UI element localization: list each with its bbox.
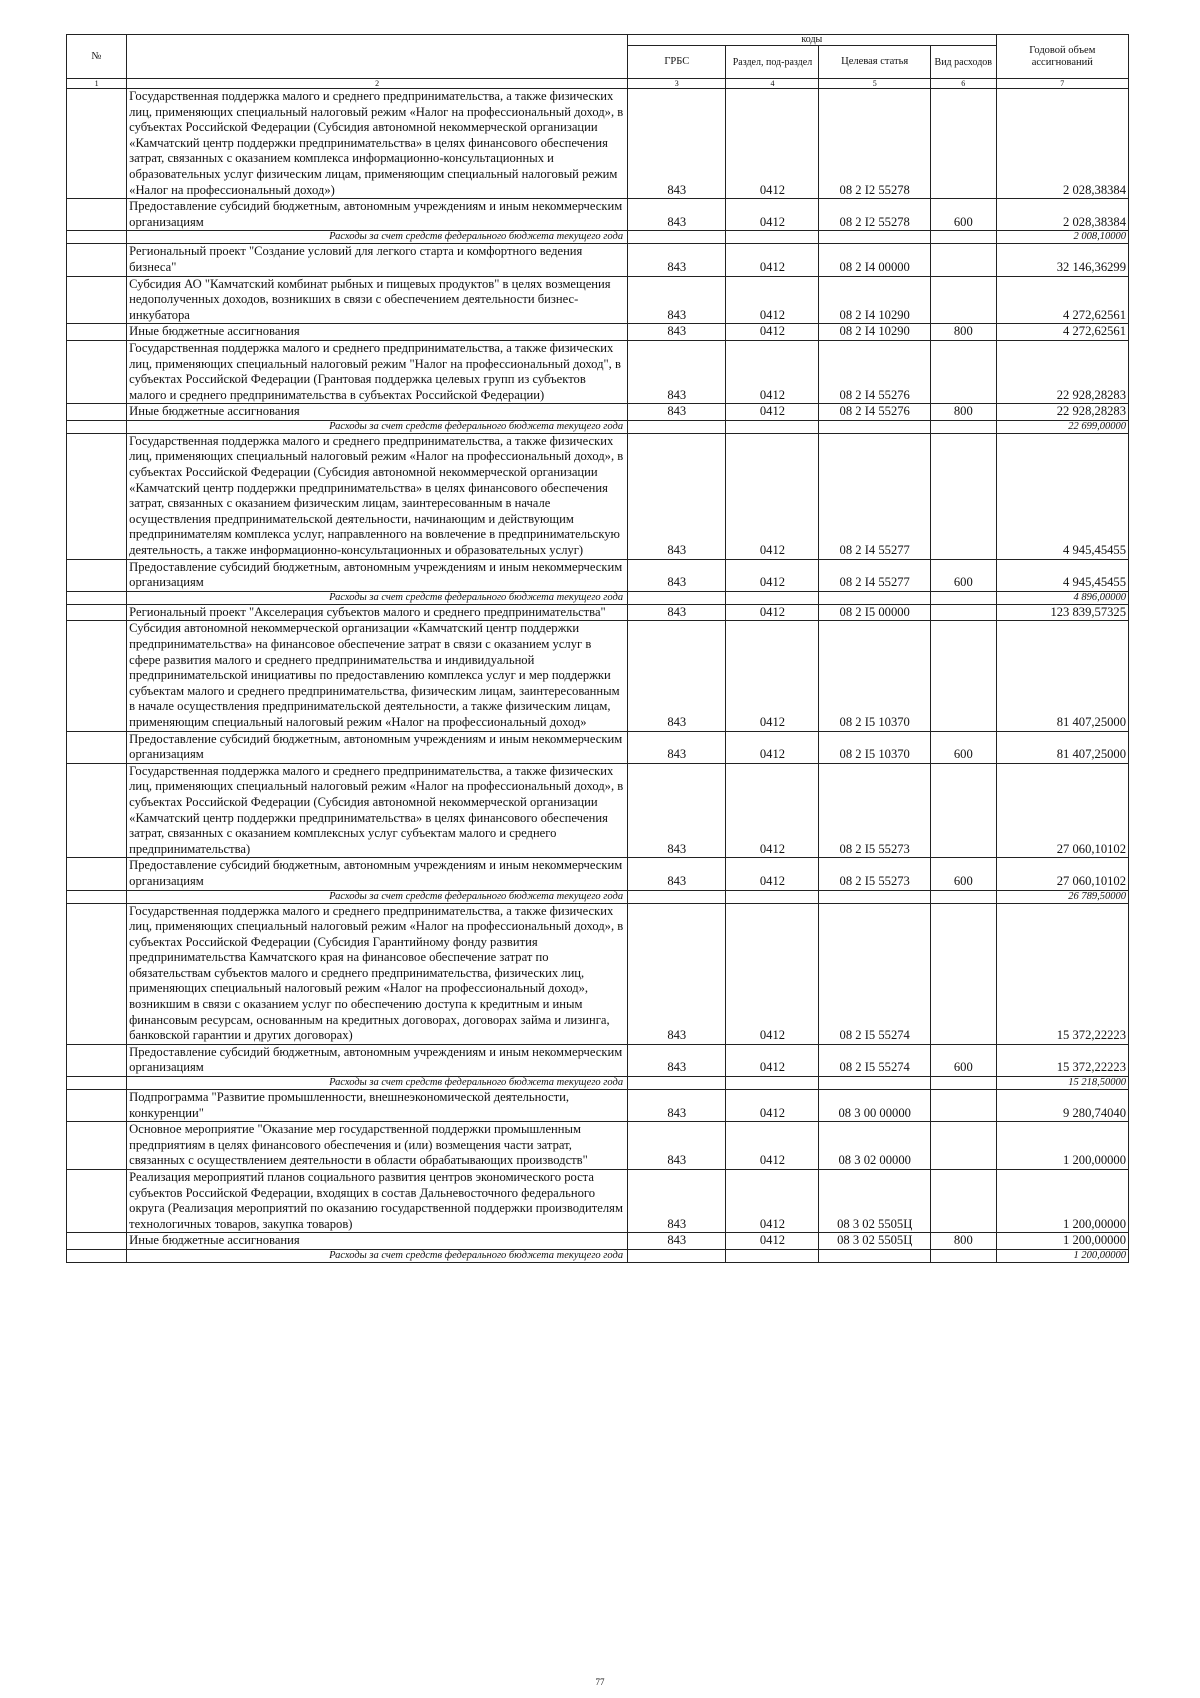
cell-target-item: 08 2 I2 55278: [819, 199, 931, 231]
cell-target-item: 08 2 I4 10290: [819, 276, 931, 324]
cell-section: 0412: [726, 731, 819, 763]
cell-section: [726, 1249, 819, 1262]
cell-section: [726, 890, 819, 903]
cell-amount: 81 407,25000: [996, 621, 1128, 731]
cell-grbs: 843: [628, 404, 726, 421]
cell-expense-type: [930, 340, 996, 403]
cell-expense-type: [930, 763, 996, 858]
cell-grbs: 843: [628, 1170, 726, 1233]
table-body: [67, 89, 1129, 1263]
cell-num: [67, 244, 127, 276]
col-number: 7: [996, 79, 1128, 89]
table-row: [67, 1122, 1129, 1170]
cell-target-item: 08 2 I4 55276: [819, 340, 931, 403]
federal-budget-row: [67, 890, 1129, 903]
cell-grbs: 843: [628, 324, 726, 341]
cell-expense-type: [930, 276, 996, 324]
cell-expense-type: [930, 433, 996, 559]
cell-grbs: 843: [628, 340, 726, 403]
cell-target-item: 08 2 I5 10370: [819, 621, 931, 731]
cell-grbs: 843: [628, 433, 726, 559]
cell-expense-type: [930, 244, 996, 276]
column-number-row: [67, 79, 1129, 89]
cell-expense-type: 600: [930, 731, 996, 763]
cell-section: [726, 420, 819, 433]
cell-target-item: 08 2 I5 55273: [819, 858, 931, 890]
cell-num: [67, 433, 127, 559]
table-row: [67, 199, 1129, 231]
cell-amount: 9 280,74040: [996, 1090, 1128, 1122]
cell-name: Расходы за счет средств федерального бюджета текущего года: [127, 1249, 628, 1262]
cell-target-item: 08 3 02 00000: [819, 1122, 931, 1170]
cell-name: Предоставление субсидий бюджетным, автономным учреждениям и иным некоммерческим организациям: [127, 731, 628, 763]
table-row: [67, 1044, 1129, 1076]
cell-section: 0412: [726, 89, 819, 199]
cell-name: Государственная поддержка малого и среднего предпринимательства, а также физических лиц, применяющих специальный налоговый режим "Налог на профессиональный доход", в субъектах Российской Федерации (Грантовая поддержка целевых групп из субъектов малого и среднего предпринимательства в субъектах Российской Федерации): [127, 340, 628, 403]
table-row: [67, 340, 1129, 403]
table-row: [67, 89, 1129, 199]
cell-grbs: 843: [628, 276, 726, 324]
cell-expense-type: [930, 1122, 996, 1170]
cell-target-item: 08 2 I5 00000: [819, 604, 931, 621]
cell-expense-type: [930, 890, 996, 903]
cell-target-item: [819, 1077, 931, 1090]
federal-budget-row: [67, 420, 1129, 433]
cell-amount: 1 200,00000: [996, 1233, 1128, 1250]
cell-amount: 4 945,45455: [996, 433, 1128, 559]
cell-expense-type: [930, 604, 996, 621]
table-row: [67, 621, 1129, 731]
cell-amount: 2 028,38384: [996, 89, 1128, 199]
header-annual-volume: Годовой объем ассигнований: [996, 35, 1128, 79]
cell-grbs: 843: [628, 1233, 726, 1250]
federal-budget-row: [67, 1077, 1129, 1090]
cell-target-item: 08 2 I4 10290: [819, 324, 931, 341]
cell-num: [67, 276, 127, 324]
cell-expense-type: [930, 903, 996, 1044]
cell-grbs: 843: [628, 559, 726, 591]
cell-target-item: 08 2 I5 10370: [819, 731, 931, 763]
table-row: [67, 433, 1129, 559]
cell-section: 0412: [726, 324, 819, 341]
cell-grbs: [628, 591, 726, 604]
cell-target-item: 08 3 00 00000: [819, 1090, 931, 1122]
cell-target-item: 08 3 02 5505Ц: [819, 1233, 931, 1250]
cell-section: [726, 591, 819, 604]
cell-name: Предоставление субсидий бюджетным, автономным учреждениям и иным некоммерческим организациям: [127, 858, 628, 890]
cell-num: [67, 404, 127, 421]
cell-name: Расходы за счет средств федерального бюджета текущего года: [127, 231, 628, 244]
cell-section: 0412: [726, 1170, 819, 1233]
cell-num: [67, 1090, 127, 1122]
cell-section: 0412: [726, 903, 819, 1044]
cell-grbs: 843: [628, 763, 726, 858]
cell-grbs: 843: [628, 621, 726, 731]
cell-grbs: 843: [628, 1044, 726, 1076]
header-name: [127, 35, 628, 79]
federal-budget-row: [67, 231, 1129, 244]
header-section: Раздел, под-раздел: [726, 46, 819, 79]
cell-grbs: [628, 231, 726, 244]
table-row: [67, 1233, 1129, 1250]
cell-grbs: [628, 420, 726, 433]
cell-num: [67, 731, 127, 763]
cell-num: [67, 199, 127, 231]
cell-name: Предоставление субсидий бюджетным, автономным учреждениям и иным некоммерческим организациям: [127, 199, 628, 231]
cell-target-item: 08 2 I5 55274: [819, 1044, 931, 1076]
cell-amount: 22 928,28283: [996, 340, 1128, 403]
cell-num: [67, 858, 127, 890]
cell-name: Иные бюджетные ассигнования: [127, 1233, 628, 1250]
cell-target-item: 08 2 I4 55276: [819, 404, 931, 421]
cell-name: Подпрограмма "Развитие промышленности, внешнеэкономической деятельности, конкуренции": [127, 1090, 628, 1122]
cell-name: Региональный проект "Акселерация субъектов малого и среднего предпринимательства": [127, 604, 628, 621]
cell-num: [67, 1170, 127, 1233]
cell-target-item: 08 2 I4 55277: [819, 559, 931, 591]
cell-grbs: 843: [628, 731, 726, 763]
cell-expense-type: 600: [930, 858, 996, 890]
cell-num: [67, 420, 127, 433]
cell-amount: 32 146,36299: [996, 244, 1128, 276]
cell-section: 0412: [726, 433, 819, 559]
cell-expense-type: 800: [930, 404, 996, 421]
cell-num: [67, 1044, 127, 1076]
cell-amount: 4 272,62561: [996, 276, 1128, 324]
cell-expense-type: 800: [930, 324, 996, 341]
cell-num: [67, 324, 127, 341]
cell-target-item: [819, 420, 931, 433]
cell-target-item: [819, 1249, 931, 1262]
cell-amount: 27 060,10102: [996, 763, 1128, 858]
cell-amount: 2 028,38384: [996, 199, 1128, 231]
table-row: [67, 604, 1129, 621]
col-number: 3: [628, 79, 726, 89]
federal-budget-row: [67, 591, 1129, 604]
cell-amount: 1 200,00000: [996, 1170, 1128, 1233]
cell-amount: 2 008,10000: [996, 231, 1128, 244]
header-expense-type: Вид расходов: [930, 46, 996, 79]
cell-section: [726, 231, 819, 244]
table-row: [67, 1170, 1129, 1233]
header-num: №: [67, 35, 127, 79]
table-row: [67, 324, 1129, 341]
cell-num: [67, 340, 127, 403]
cell-num: [67, 903, 127, 1044]
cell-name: Иные бюджетные ассигнования: [127, 404, 628, 421]
cell-num: [67, 231, 127, 244]
cell-amount: 15 218,50000: [996, 1077, 1128, 1090]
cell-num: [67, 1233, 127, 1250]
cell-amount: 4 272,62561: [996, 324, 1128, 341]
cell-num: [67, 1122, 127, 1170]
cell-amount: 1 200,00000: [996, 1122, 1128, 1170]
header-codes: коды: [628, 35, 997, 46]
table-row: [67, 404, 1129, 421]
header-grbs: ГРБС: [628, 46, 726, 79]
cell-expense-type: [930, 1077, 996, 1090]
cell-amount: 26 789,50000: [996, 890, 1128, 903]
cell-target-item: 08 2 I5 55273: [819, 763, 931, 858]
cell-name: Реализация мероприятий планов социального развития центров экономического роста субъектов Российской Федерации, входящих в состав Дальневосточного федерального округа (Реализация мероприятий по оказанию государственной поддержки производителям технологичных товаров, закупка товаров): [127, 1170, 628, 1233]
cell-name: Субсидия автономной некоммерческой организации «Камчатский центр поддержки предпринимательства» на финансовое обеспечение затрат в связи с оказанием услуг в сфере развития малого и среднего предпринимательства и индивидуальной предпринимательской инициативы по предоставлению комплекса услуг и мер поддержки субъектам малого и среднего предпринимательства, физическим лицам, заинтересованным в начале осуществления предпринимательской деятельности, а также физическим лицам, применяющим специальный налоговый режим «Налог на профессиональный доход»: [127, 621, 628, 731]
cell-section: 0412: [726, 276, 819, 324]
cell-name: Предоставление субсидий бюджетным, автономным учреждениям и иным некоммерческим организациям: [127, 559, 628, 591]
cell-num: [67, 89, 127, 199]
cell-name: Региональный проект "Создание условий для легкого старта и комфортного ведения бизнеса": [127, 244, 628, 276]
cell-grbs: 843: [628, 903, 726, 1044]
cell-num: [67, 621, 127, 731]
cell-target-item: [819, 591, 931, 604]
cell-section: 0412: [726, 1122, 819, 1170]
cell-grbs: 843: [628, 1090, 726, 1122]
cell-expense-type: [930, 591, 996, 604]
cell-expense-type: 600: [930, 199, 996, 231]
cell-section: 0412: [726, 763, 819, 858]
cell-section: 0412: [726, 244, 819, 276]
cell-expense-type: [930, 89, 996, 199]
cell-expense-type: 600: [930, 1044, 996, 1076]
cell-num: [67, 604, 127, 621]
cell-name: Государственная поддержка малого и среднего предпринимательства, а также физических лиц, применяющих специальный налоговый режим «Налог на профессиональный доход», в субъектах Российской Федерации (Субсидия автономной некоммерческой организации «Камчатский центр поддержки предпринимательства» в целях финансового обеспечения затрат, связанных с оказанием комплекса информационно-консультационных и образовательных услуг физическим лицам, применяющим специальный налоговый режим «Налог на профессиональный доход»): [127, 89, 628, 199]
col-number: 1: [67, 79, 127, 89]
cell-num: [67, 1249, 127, 1262]
cell-amount: 81 407,25000: [996, 731, 1128, 763]
cell-name: Основное мероприятие "Оказание мер государственной поддержки промышленным предприятиям в целях финансового обеспечения и (или) возмещения части затрат, связанных с осуществлением деятельности в области обрабатывающих производств": [127, 1122, 628, 1170]
cell-grbs: [628, 890, 726, 903]
cell-expense-type: [930, 1249, 996, 1262]
cell-target-item: 08 2 I4 00000: [819, 244, 931, 276]
cell-target-item: [819, 890, 931, 903]
cell-amount: 4 896,00000: [996, 591, 1128, 604]
cell-section: [726, 1077, 819, 1090]
table-row: [67, 763, 1129, 858]
cell-name: Государственная поддержка малого и среднего предпринимательства, а также физических лиц, применяющих специальный налоговый режим «Налог на профессиональный доход», в субъектах Российской Федерации (Субсидия автономной некоммерческой организации «Камчатский центр поддержки предпринимательства» в целях финансового обеспечения затрат, связанных с оказанием комплексных услуг субъектам малого и среднего предпринимательства): [127, 763, 628, 858]
cell-expense-type: [930, 1170, 996, 1233]
cell-amount: 1 200,00000: [996, 1249, 1128, 1262]
cell-amount: 4 945,45455: [996, 559, 1128, 591]
cell-grbs: 843: [628, 858, 726, 890]
cell-name: Расходы за счет средств федерального бюджета текущего года: [127, 1077, 628, 1090]
budget-table-sheet: [66, 34, 1129, 1263]
cell-expense-type: [930, 231, 996, 244]
cell-section: 0412: [726, 1233, 819, 1250]
cell-name: Расходы за счет средств федерального бюджета текущего года: [127, 890, 628, 903]
cell-amount: 123 839,57325: [996, 604, 1128, 621]
cell-target-item: 08 2 I5 55274: [819, 903, 931, 1044]
cell-grbs: 843: [628, 89, 726, 199]
header-target-item: Целевая статья: [819, 46, 931, 79]
table-row: [67, 1090, 1129, 1122]
cell-target-item: [819, 231, 931, 244]
cell-num: [67, 890, 127, 903]
cell-grbs: [628, 1249, 726, 1262]
cell-grbs: 843: [628, 199, 726, 231]
cell-name: Иные бюджетные ассигнования: [127, 324, 628, 341]
cell-grbs: [628, 1077, 726, 1090]
page-number: 77: [595, 1677, 605, 1687]
cell-section: 0412: [726, 340, 819, 403]
cell-amount: 27 060,10102: [996, 858, 1128, 890]
cell-amount: 15 372,22223: [996, 903, 1128, 1044]
cell-name: Расходы за счет средств федерального бюджета текущего года: [127, 591, 628, 604]
cell-expense-type: [930, 1090, 996, 1122]
cell-target-item: 08 2 I2 55278: [819, 89, 931, 199]
cell-section: 0412: [726, 404, 819, 421]
cell-expense-type: 800: [930, 1233, 996, 1250]
table-row: [67, 858, 1129, 890]
table-row: [67, 731, 1129, 763]
cell-name: Государственная поддержка малого и среднего предпринимательства, а также физических лиц, применяющих специальный налоговый режим «Налог на профессиональный доход», в субъектах Российской Федерации (Субсидия автономной некоммерческой организации «Камчатский центр поддержки предпринимательства» в целях финансового обеспечения затрат, связанных с оказанием физическим лицам, заинтересованным в начале осуществления предпринимательской деятельности, начинающим и действующим предпринимателям комплекса услуг, направленного на вовлечение в предпринимательскую деятельность, а также информационно-консультационных и образовательных услуг): [127, 433, 628, 559]
cell-amount: 22 699,00000: [996, 420, 1128, 433]
cell-section: 0412: [726, 1090, 819, 1122]
table-row: [67, 559, 1129, 591]
cell-section: 0412: [726, 621, 819, 731]
cell-num: [67, 763, 127, 858]
col-number: 2: [127, 79, 628, 89]
table-row: [67, 903, 1129, 1044]
col-number: 6: [930, 79, 996, 89]
table-row: [67, 276, 1129, 324]
cell-name: Расходы за счет средств федерального бюджета текущего года: [127, 420, 628, 433]
cell-name: Субсидия АО "Камчатский комбинат рыбных и пищевых продуктов" в целях возмещения недополученных доходов, возникших в связи с обеспечением деятельности бизнес-инкубатора: [127, 276, 628, 324]
cell-expense-type: 600: [930, 559, 996, 591]
federal-budget-row: [67, 1249, 1129, 1262]
cell-target-item: 08 2 I4 55277: [819, 433, 931, 559]
cell-section: 0412: [726, 559, 819, 591]
cell-num: [67, 1077, 127, 1090]
cell-expense-type: [930, 621, 996, 731]
table-row: [67, 244, 1129, 276]
cell-section: 0412: [726, 199, 819, 231]
cell-section: 0412: [726, 858, 819, 890]
col-number: 5: [819, 79, 931, 89]
cell-name: Государственная поддержка малого и среднего предпринимательства, а также физических лиц, применяющих специальный налоговый режим «Налог на профессиональный доход», в субъектах Российской Федерации (Субсидия Гарантийному фонду развития предпринимательства Камчатского края на финансовое обеспечение затрат по обязательствам субъектов малого и среднего предпринимательства, физических лиц, применяющих специальный налоговый режим «Налог на профессиональный доход», возникшим в связи с оказанием услуг по обеспечению доступа к кредитным и иным финансовым ресурсам, основанным на кредитных договорах, договорах займа и лизинга, банковской гарантии и других договорах): [127, 903, 628, 1044]
cell-section: 0412: [726, 604, 819, 621]
cell-section: 0412: [726, 1044, 819, 1076]
col-number: 4: [726, 79, 819, 89]
cell-grbs: 843: [628, 1122, 726, 1170]
cell-amount: 22 928,28283: [996, 404, 1128, 421]
cell-num: [67, 591, 127, 604]
cell-grbs: 843: [628, 604, 726, 621]
cell-num: [67, 559, 127, 591]
cell-expense-type: [930, 420, 996, 433]
cell-grbs: 843: [628, 244, 726, 276]
cell-name: Предоставление субсидий бюджетным, автономным учреждениям и иным некоммерческим организациям: [127, 1044, 628, 1076]
cell-amount: 15 372,22223: [996, 1044, 1128, 1076]
budget-allocation-table: [66, 34, 1129, 1263]
cell-target-item: 08 3 02 5505Ц: [819, 1170, 931, 1233]
